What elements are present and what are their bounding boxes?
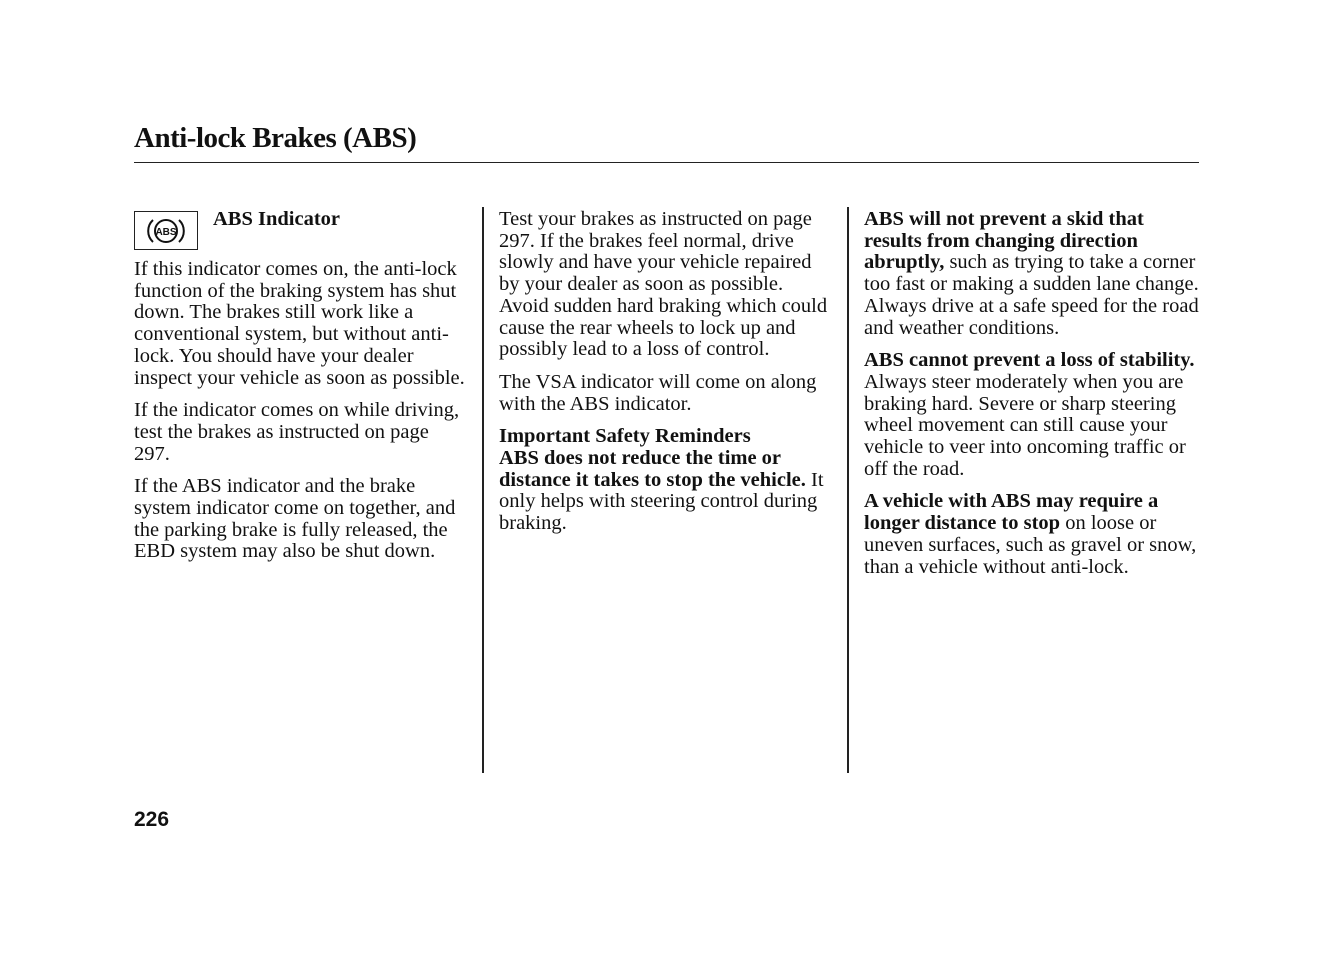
page-title: Anti-lock Brakes (ABS) <box>134 122 417 154</box>
safety-reminders-heading: Important Safety Reminders <box>499 425 751 448</box>
svg-text:ABS: ABS <box>155 226 177 238</box>
col2-bold-statement: ABS does not reduce the time or distance it takes to stop the vehicle. <box>499 447 806 491</box>
col3-p3-text: on loose or uneven surfaces, such as gravel or snow, than a vehicle without anti-lock. <box>864 512 1197 578</box>
col3-p3-bold: A vehicle with ABS may require a longer distance to stop <box>864 490 1159 535</box>
column-divider-2 <box>847 207 849 773</box>
col3-p2-bold: ABS cannot prevent a loss of stability. <box>864 349 1195 372</box>
col1-paragraph-2: If the indicator comes on while driving, test the brakes as instructed on page 297. <box>134 399 460 465</box>
column-divider-1 <box>482 207 484 773</box>
col3-p1-bold: ABS will not prevent a skid that results from changing direction abruptly, <box>864 208 1144 274</box>
col3-p2-text: Always steer moderately when you are braking hard. Severe or sharp steering wheel movement can still cause your vehicle to veer into oncoming traffic or off the road. <box>864 370 1186 480</box>
title-divider <box>134 162 1199 163</box>
col2-paragraph-3 <box>499 426 835 535</box>
column-1 <box>134 209 469 574</box>
col2-paragraph-1: Test your brakes as instructed on page 297. If the brakes feel normal, drive slowly and have your vehicle repaired by your dealer as soon as possible. Avoid sudden hard braking which could cause the rear wheels to lock up and possibly lead to a loss of control. <box>499 208 828 361</box>
abs-indicator-heading: ABS Indicator <box>213 208 341 230</box>
col1-paragraph-1: If this indicator comes on, the anti-lock function of the braking system has shut down. The brakes still work like a conventional system, but without anti-lock. You should have your dealer inspect your vehicle as soon as possible. <box>134 258 465 389</box>
page-number: 226 <box>134 808 170 831</box>
column-2 <box>499 209 835 546</box>
col3-paragraph-3 <box>864 491 1199 578</box>
col3-paragraph-1 <box>864 209 1199 339</box>
col3-paragraph-2 <box>864 350 1199 480</box>
abs-indicator-header <box>134 209 469 250</box>
col1-paragraph-3: If the ABS indicator and the brake system indicator come on together, and the parking brake is fully released, the EBD system may also be shut down. <box>134 475 456 563</box>
col3-p1-text: such as trying to take a corner too fast or making a sudden lane change. Always drive at a safe speed for the road and weather conditions. <box>864 251 1199 339</box>
abs-indicator-box <box>134 211 198 250</box>
col2-statement-text: It only helps with steering control during braking. <box>499 468 824 535</box>
abs-warning-icon <box>145 215 187 247</box>
column-3 <box>864 209 1199 589</box>
col2-paragraph-2: The VSA indicator will come on along with the ABS indicator. <box>499 370 817 415</box>
